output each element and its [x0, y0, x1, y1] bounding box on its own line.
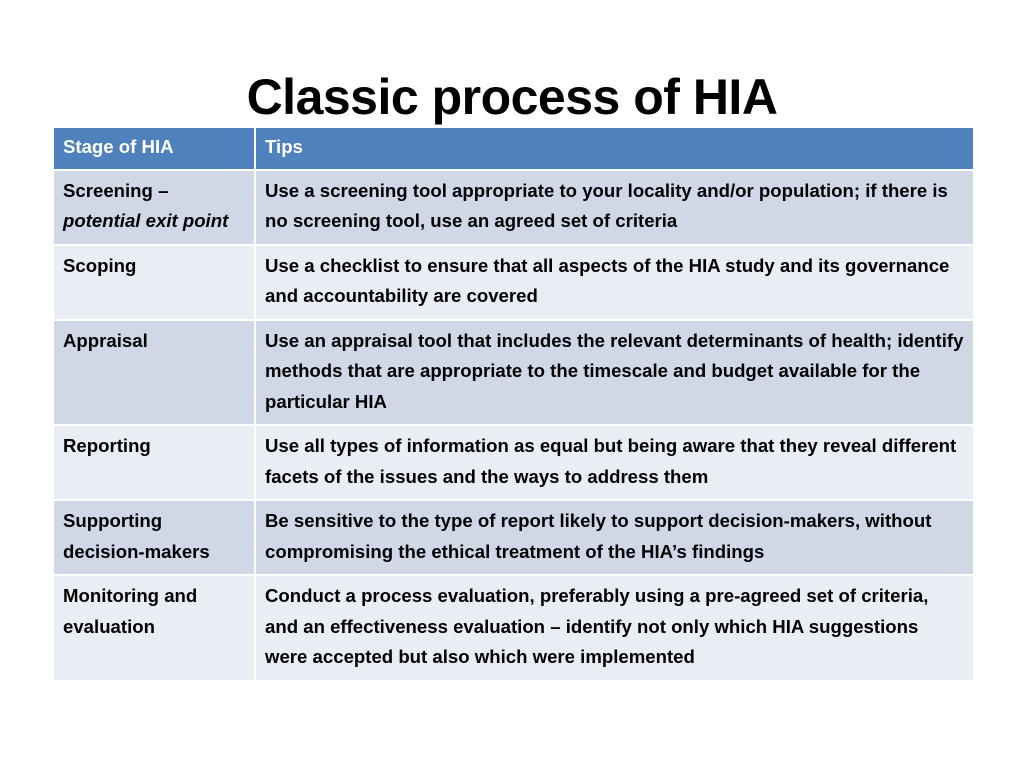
- table-row: [53, 320, 974, 426]
- stage-label: Screening –: [63, 179, 169, 201]
- table-row: [53, 575, 974, 681]
- hia-process-table: [52, 126, 975, 682]
- stage-cell: Supporting decision-makers: [53, 500, 255, 575]
- stage-cell: Reporting: [53, 425, 255, 500]
- table-row: [53, 170, 974, 245]
- table-row: [53, 245, 974, 320]
- tip-cell: Use all types of information as equal but being aware that they reveal different facets of the issues and the ways to address them: [255, 425, 974, 500]
- tip-cell: Use a screening tool appropriate to your locality and/or population; if there is no screening tool, use an agreed set of criteria: [255, 170, 974, 245]
- tip-cell: Use a checklist to ensure that all aspects of the HIA study and its governance and accountability are covered: [255, 245, 974, 320]
- tip-cell: Be sensitive to the type of report likely to support decision-makers, without compromising the ethical treatment of the HIA’s findings: [255, 500, 974, 575]
- table-row: [53, 425, 974, 500]
- header-tips: Tips: [255, 127, 974, 170]
- header-stage: Stage of HIA: [53, 127, 255, 170]
- stage-note: potential exit point: [63, 210, 229, 231]
- table-row: [53, 500, 974, 575]
- stage-cell: Monitoring and evaluation: [53, 575, 255, 681]
- tip-cell: Use an appraisal tool that includes the relevant determinants of health; identify methods that are appropriate to the timescale and budget available for the particular HIA: [255, 320, 974, 426]
- stage-cell: [53, 170, 255, 245]
- slide-title: Classic process of HIA: [246, 69, 778, 125]
- table-header-row: [53, 127, 974, 170]
- stage-cell: Scoping: [53, 245, 255, 320]
- stage-cell: Appraisal: [53, 320, 255, 426]
- tip-cell: Conduct a process evaluation, preferably using a pre-agreed set of criteria, and an effectiveness evaluation – identify not only which HIA suggestions were accepted but also which were implemented: [255, 575, 974, 681]
